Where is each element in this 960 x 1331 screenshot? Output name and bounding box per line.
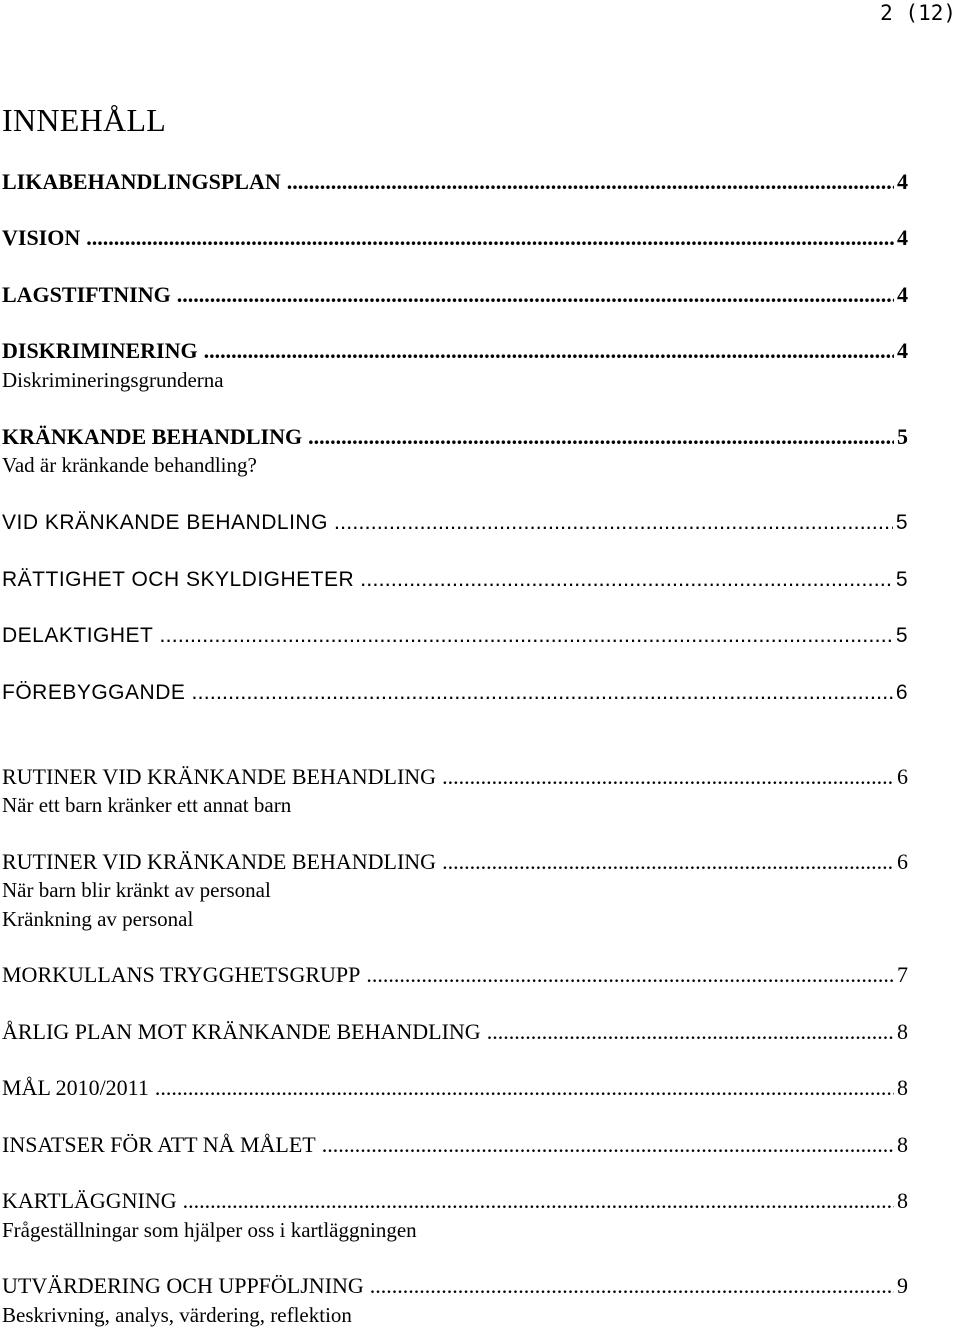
toc-entry-label: VISION xyxy=(2,225,81,250)
toc-entry-krankande-behandling[interactable] xyxy=(2,423,908,451)
toc-entry-arlig-plan[interactable] xyxy=(2,1018,908,1046)
toc-leader-dots xyxy=(204,337,894,365)
toc-entry-insatser[interactable] xyxy=(2,1131,908,1159)
toc-entry-label: FÖREBYGGANDE xyxy=(2,681,186,704)
toc-leader-dots xyxy=(360,565,893,593)
toc-leader-dots xyxy=(308,423,894,451)
toc-entry-page: 8 xyxy=(897,1075,908,1100)
toc-entry-page: 4 xyxy=(897,225,908,250)
toc-entry-page: 8 xyxy=(897,1019,908,1044)
toc-entry-label: RÄTTIGHET OCH SKYLDIGHETER xyxy=(2,568,355,591)
toc-entry-page: 5 xyxy=(895,511,908,534)
toc-entry-page: 4 xyxy=(897,282,908,307)
toc-leader-dots xyxy=(487,1018,894,1046)
toc-entry-label: DELAKTIGHET xyxy=(2,624,154,647)
toc-entry-label: LAGSTIFTNING xyxy=(2,282,171,307)
toc-entry-utvardering[interactable] xyxy=(2,1272,908,1300)
toc-entry-page: 6 xyxy=(897,849,908,874)
toc-entry-page: 4 xyxy=(897,169,908,194)
toc-entry-page: 5 xyxy=(895,624,908,647)
toc-leader-dots xyxy=(155,1074,894,1102)
toc-leader-dots xyxy=(442,848,894,876)
toc-subentry: Beskrivning, analys, värdering, reflektion xyxy=(2,1303,352,1327)
toc-entry-label: MORKULLANS TRYGGHETSGRUPP xyxy=(2,962,361,987)
toc-entry-forebyggande[interactable] xyxy=(2,678,908,706)
toc-entry-likabehandlingsplan[interactable] xyxy=(2,168,908,196)
toc-entry-vid-krankande-behandling[interactable] xyxy=(2,508,908,536)
page-number: 2 (12) xyxy=(880,1,956,25)
toc-heading: INNEHÅLL xyxy=(2,102,167,138)
toc-entry-page: 6 xyxy=(897,764,908,789)
toc-leader-dots xyxy=(370,1272,894,1300)
toc-entry-page: 4 xyxy=(897,338,908,363)
toc-leader-dots xyxy=(191,678,892,706)
toc-subentry: Vad är kränkande behandling? xyxy=(2,453,257,477)
toc-entry-label: RUTINER VID KRÄNKANDE BEHANDLING xyxy=(2,849,437,874)
toc-entry-label: DISKRIMINERING xyxy=(2,338,198,363)
toc-entry-rutiner-2[interactable] xyxy=(2,848,908,876)
toc-entry-page: 7 xyxy=(897,962,908,987)
toc-entry-rattighet[interactable] xyxy=(2,565,908,593)
toc-entry-label: UTVÄRDERING OCH UPPFÖLJNING xyxy=(2,1273,364,1298)
toc-entry-vision[interactable] xyxy=(2,224,908,252)
toc-entry-page: 5 xyxy=(895,568,908,591)
toc-entry-page: 8 xyxy=(897,1188,908,1213)
toc-entry-label: MÅL 2010/2011 xyxy=(2,1075,149,1100)
toc-entry-page: 9 xyxy=(897,1273,908,1298)
toc-leader-dots xyxy=(177,281,894,309)
toc-entry-page: 5 xyxy=(897,424,908,449)
toc-subentry: När ett barn kränker ett annat barn xyxy=(2,793,292,817)
toc-leader-dots xyxy=(183,1187,894,1215)
toc-entry-diskriminering[interactable] xyxy=(2,337,908,365)
toc-leader-dots xyxy=(366,961,894,989)
toc-entry-label: KRÄNKANDE BEHANDLING xyxy=(2,424,303,449)
toc-entry-page: 6 xyxy=(895,681,908,704)
toc-entry-page: 8 xyxy=(897,1132,908,1157)
toc-entry-lagstiftning[interactable] xyxy=(2,281,908,309)
toc-entry-label: RUTINER VID KRÄNKANDE BEHANDLING xyxy=(2,764,437,789)
toc-entry-label: VID KRÄNKANDE BEHANDLING xyxy=(2,511,328,534)
toc-leader-dots xyxy=(442,763,894,791)
toc-subentry: Kränkning av personal xyxy=(2,907,194,931)
toc-subentry: Frågeställningar som hjälper oss i kartläggningen xyxy=(2,1218,417,1242)
toc-subentry: När barn blir kränkt av personal xyxy=(2,878,271,902)
toc-entry-delaktighet[interactable] xyxy=(2,621,908,649)
toc-leader-dots xyxy=(334,508,893,536)
toc-entry-label: ÅRLIG PLAN MOT KRÄNKANDE BEHANDLING xyxy=(2,1019,481,1044)
toc-entry-label: LIKABEHANDLINGSPLAN xyxy=(2,169,281,194)
toc-leader-dots xyxy=(86,224,894,252)
toc-entry-mal[interactable] xyxy=(2,1074,908,1102)
toc-entry-label: INSATSER FÖR ATT NÅ MÅLET xyxy=(2,1132,316,1157)
toc-subentry: Diskrimineringsgrunderna xyxy=(2,368,224,392)
toc-leader-dots xyxy=(159,621,892,649)
toc-leader-dots xyxy=(322,1131,894,1159)
toc-entry-rutiner-1[interactable] xyxy=(2,763,908,791)
toc-leader-dots xyxy=(287,168,894,196)
toc-entry-trygghetsgrupp[interactable] xyxy=(2,961,908,989)
toc-entry-kartlaggning[interactable] xyxy=(2,1187,908,1215)
toc-entry-label: KARTLÄGGNING xyxy=(2,1188,177,1213)
